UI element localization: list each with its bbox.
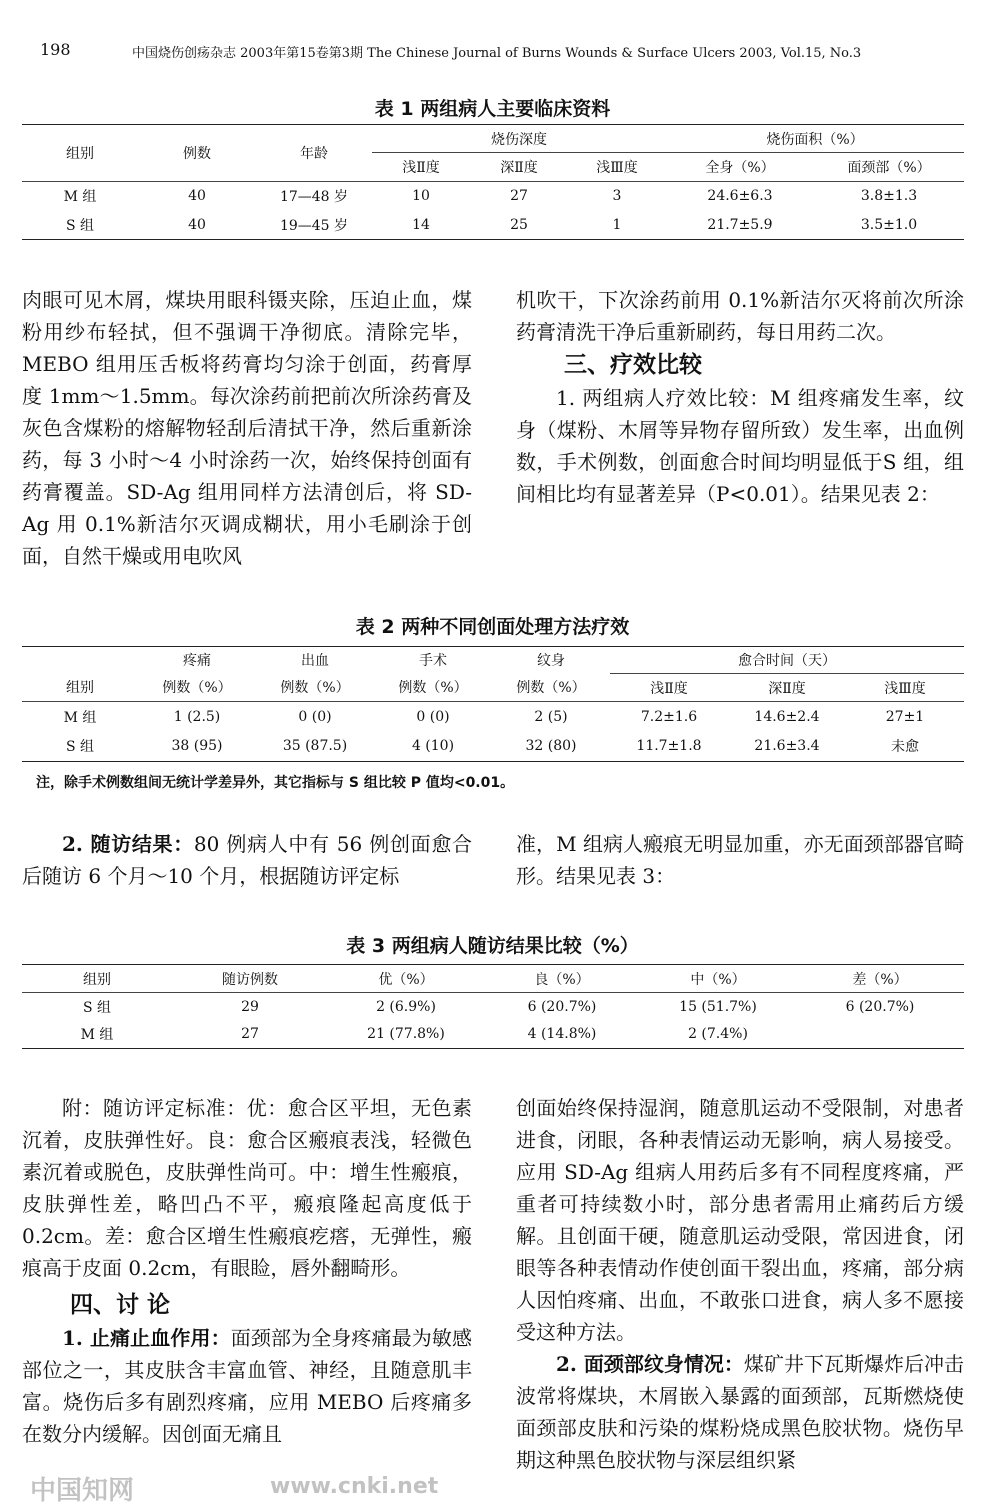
table2-header-deep2: 深Ⅱ度 xyxy=(768,680,806,697)
table-cell: S 组 xyxy=(65,217,95,234)
table-cell: 14 xyxy=(412,216,430,233)
table3-header-excellent: 优（%） xyxy=(378,971,434,988)
table-cell: 27 xyxy=(510,188,528,205)
table-cell: 35 (87.5) xyxy=(282,738,348,755)
table2-note: 注，除手术例数组间无统计学差异外，其它指标与 S 组比较 P 值均<0.01。 xyxy=(36,775,515,791)
table2-header-cases: 例数（%） xyxy=(162,680,232,697)
table2 xyxy=(22,646,964,762)
table2-header-cases: 例数（%） xyxy=(516,680,586,697)
table1-header-shallow3: 浅Ⅲ度 xyxy=(596,160,638,176)
table-cell: 11.7±1.8 xyxy=(636,738,702,755)
text-column-right-3 xyxy=(516,1092,964,1476)
table1 xyxy=(22,124,964,240)
table-cell: 25 xyxy=(510,216,528,233)
page-header xyxy=(40,40,950,64)
table-cell: 32 (80) xyxy=(525,738,577,755)
table-cell: 40 xyxy=(188,216,206,233)
table3-header-good: 良（%） xyxy=(534,971,590,988)
table-cell: 27±1 xyxy=(885,708,925,725)
table1-header-deep2: 深Ⅱ度 xyxy=(500,160,538,176)
text-column-left-1 xyxy=(22,284,472,572)
table-cell: 17—48 岁 xyxy=(279,189,349,206)
table-cell: 40 xyxy=(188,188,206,205)
paragraph: 1. 两组病人疗效比较：M 组疼痛发生率，纹身（煤粉、木屑等异物存留所致）发生率，出血例数，手术例数，创面愈合时间均明显低于S 组，组间相比均有显著差异（P<0.01）。结果见表 2： xyxy=(516,386,964,506)
table-cell: 4 (14.8%) xyxy=(527,1026,597,1043)
table-row xyxy=(22,1021,964,1049)
paragraph-label: 1. 止痛止血作用： xyxy=(62,1326,231,1350)
table-cell: 2 (5) xyxy=(534,708,568,725)
table2-header-shallow3: 浅Ⅲ度 xyxy=(884,680,926,697)
page-number: 198 xyxy=(40,40,71,59)
table-cell: 1 (2.5) xyxy=(173,708,221,725)
table-cell: 27 xyxy=(241,1026,259,1043)
text-column-left-3 xyxy=(22,1092,472,1450)
table3-header-group: 组别 xyxy=(83,971,111,988)
table-cell: 7.2±1.6 xyxy=(640,708,698,725)
table2-header-bleeding: 出血 xyxy=(301,653,329,670)
table3-header-followup: 随访例数 xyxy=(222,971,278,988)
section-heading-4: 四、讨 论 xyxy=(70,1292,171,1318)
table1-header-group: 组别 xyxy=(66,146,94,162)
text-column-right-1 xyxy=(516,284,964,510)
table1-header-age: 年龄 xyxy=(300,146,328,162)
paragraph: 煤矿井下瓦斯爆炸后冲击波常将煤块，木屑嵌入暴露的面颈部，瓦斯燃烧使面颈部皮肤和污染的煤粉烧成黑色胶状物。烧伤早期这种黑色胶状物与深层组织紧 xyxy=(516,1352,965,1472)
table-cell: 0 (0) xyxy=(298,708,332,725)
table-cell: 21.6±3.4 xyxy=(754,738,820,755)
table-cell: 3 xyxy=(612,188,622,205)
table2-header-cases: 例数（%） xyxy=(398,680,468,697)
paragraph-label: 2. 面颈部纹身情况： xyxy=(556,1352,744,1376)
table2-header-cases: 例数（%） xyxy=(280,680,350,697)
table-cell: S 组 xyxy=(82,999,112,1016)
table2-header-shallow2: 浅Ⅱ度 xyxy=(650,680,688,697)
table2-caption: 表 2 两种不同创面处理方法疗效 xyxy=(355,616,630,638)
text-column-left-2 xyxy=(22,828,472,892)
table3-header-poor: 差（%） xyxy=(852,971,908,988)
table-cell: 4 (10) xyxy=(411,738,455,755)
table2-header-tattoo: 纹身 xyxy=(537,653,565,670)
table-cell: 38 (95) xyxy=(171,738,223,755)
table-cell: M 组 xyxy=(63,709,97,726)
table-cell: 3.5±1.0 xyxy=(860,216,918,233)
table-cell: 10 xyxy=(412,188,430,205)
table-row xyxy=(22,732,964,762)
running-title: 中国烧伤创疡杂志 2003年第15卷第3期 The Chinese Journal of Burns Wounds & Surface Ulcers 2003, Vol.15, No.3 xyxy=(132,46,862,61)
table-cell: S 组 xyxy=(65,739,95,756)
table3-header-fair: 中（%） xyxy=(690,971,746,988)
table-cell: 21.7±5.9 xyxy=(707,216,773,233)
table1-caption: 表 1 两组病人主要临床资料 xyxy=(374,98,611,120)
table-cell: 3.8±1.3 xyxy=(860,188,918,205)
table-cell: 15 (51.7%) xyxy=(679,998,757,1015)
paragraph-label: 2. 随访结果： xyxy=(62,832,194,856)
paragraph: 准，M 组病人瘢痕无明显加重，亦无面颈部器官畸形。结果见表 3： xyxy=(516,832,964,888)
table-cell: 19—45 岁 xyxy=(279,217,349,234)
table-row xyxy=(22,211,964,240)
table-row xyxy=(22,993,964,1021)
paragraph: 机吹干，下次涂药前用 0.1%新洁尔灭将前次所涂药膏清洗干净后重新刷药，每日用药二次。 xyxy=(516,288,964,344)
paragraph: 面颈部为全身疼痛最为敏感部位之一，其皮肤含丰富血管、神经，且随意肌丰富。烧伤后多有剧烈疼痛，应用 MEBO 后疼痛多在数分内缓解。因创面无痛且 xyxy=(22,1326,472,1446)
table2-header-pain: 疼痛 xyxy=(183,653,211,670)
table3 xyxy=(22,964,964,1049)
paragraph: 附：随访评定标准：优：愈合区平坦，无色素沉着，皮肤弹性好。良：愈合区瘢痕表浅，轻微色素沉着或脱色，皮肤弹性尚可。中：增生性瘢痕，皮肤弹性差，略凹凸不平，瘢痕隆起高度低于 0.2cm。差：愈合区增生性瘢痕疙瘩，无弹性，瘢痕高于皮面 0.2cm，有眼睑，唇外翻畸形。 xyxy=(22,1096,472,1280)
table1-header-shallow2: 浅Ⅱ度 xyxy=(402,160,440,176)
table-cell: 6 (20.7%) xyxy=(527,998,597,1015)
table-cell: 2 (7.4%) xyxy=(688,1026,748,1043)
table-cell xyxy=(796,1021,964,1049)
table1-header-burn-depth: 烧伤深度 xyxy=(372,125,666,153)
section-heading-3: 三、疗效比较 xyxy=(564,352,702,378)
table-cell: 0 (0) xyxy=(416,708,450,725)
paragraph: 肉眼可见木屑，煤块用眼科镊夹除，压迫止血，煤粉用纱布轻拭，但不强调干净彻底。清除完毕，MEBO 组用压舌板将药膏均匀涂于创面，药膏厚度 1mm～1.5mm。每次涂药前把前次所涂药膏及灰色含煤粉的熔解物轻刮后清拭干净，然后重新涂药，每 3 小时～4 小时涂药一次，始终保持创面有药膏覆盖。SD-Ag 组用同样方法清创后，将 SD-Ag 用 0.1%新洁尔灭调成糊状，用小毛刷涂于创面，自然干燥或用电吹风 xyxy=(22,288,472,568)
table-cell: 14.6±2.4 xyxy=(754,708,820,725)
table2-header-group: 组别 xyxy=(66,680,94,697)
table-cell: 21 (77.8%) xyxy=(367,1026,445,1043)
table1-header-count: 例数 xyxy=(183,146,211,162)
table2-header-healing-time: 愈合时间（天） xyxy=(610,647,964,674)
table1-header-face-neck: 面颈部（%） xyxy=(847,160,931,176)
watermark-url: www.cnki.net xyxy=(270,1474,439,1499)
table-cell: M 组 xyxy=(63,189,97,206)
table3-caption: 表 3 两组病人随访结果比较（%） xyxy=(346,935,639,957)
table-cell: 2 (6.9%) xyxy=(376,998,436,1015)
table-cell: 1 xyxy=(612,216,622,233)
table-cell: 6 (20.7%) xyxy=(845,998,915,1015)
paragraph: 80 例病人中有 56 例创面愈合后随访 6 个月～10 个月，根据随访评定标 xyxy=(22,832,472,888)
table-cell: 29 xyxy=(241,998,259,1015)
table1-header-burn-area: 烧伤面积（%） xyxy=(666,125,964,153)
table2-header-surgery: 手术 xyxy=(419,653,447,670)
table-cell: 未愈 xyxy=(891,739,919,756)
watermark-logo: 中国知网 xyxy=(30,1476,135,1506)
table-row xyxy=(22,702,964,732)
paragraph: 创面始终保持湿润，随意肌运动不受限制，对患者进食，闭眼，各种表情运动无影响，病人易接受。应用 SD-Ag 组病人用药后多有不同程度疼痛，严重者可持续数小时，部分患者需用止痛药后方缓解。且创面干硬，随意肌运动受限，常因进食，闭眼等各种表情动作使创面干裂出血，疼痛，部分病人因怕疼痛、出血，不敢张口进食，病人多不愿接受这种方法。 xyxy=(516,1096,964,1344)
table-cell: M 组 xyxy=(80,1027,114,1044)
table1-header-whole: 全身（%） xyxy=(705,160,775,176)
text-column-right-2 xyxy=(516,828,964,892)
table-row xyxy=(22,182,964,211)
table-cell: 24.6±6.3 xyxy=(707,188,773,205)
